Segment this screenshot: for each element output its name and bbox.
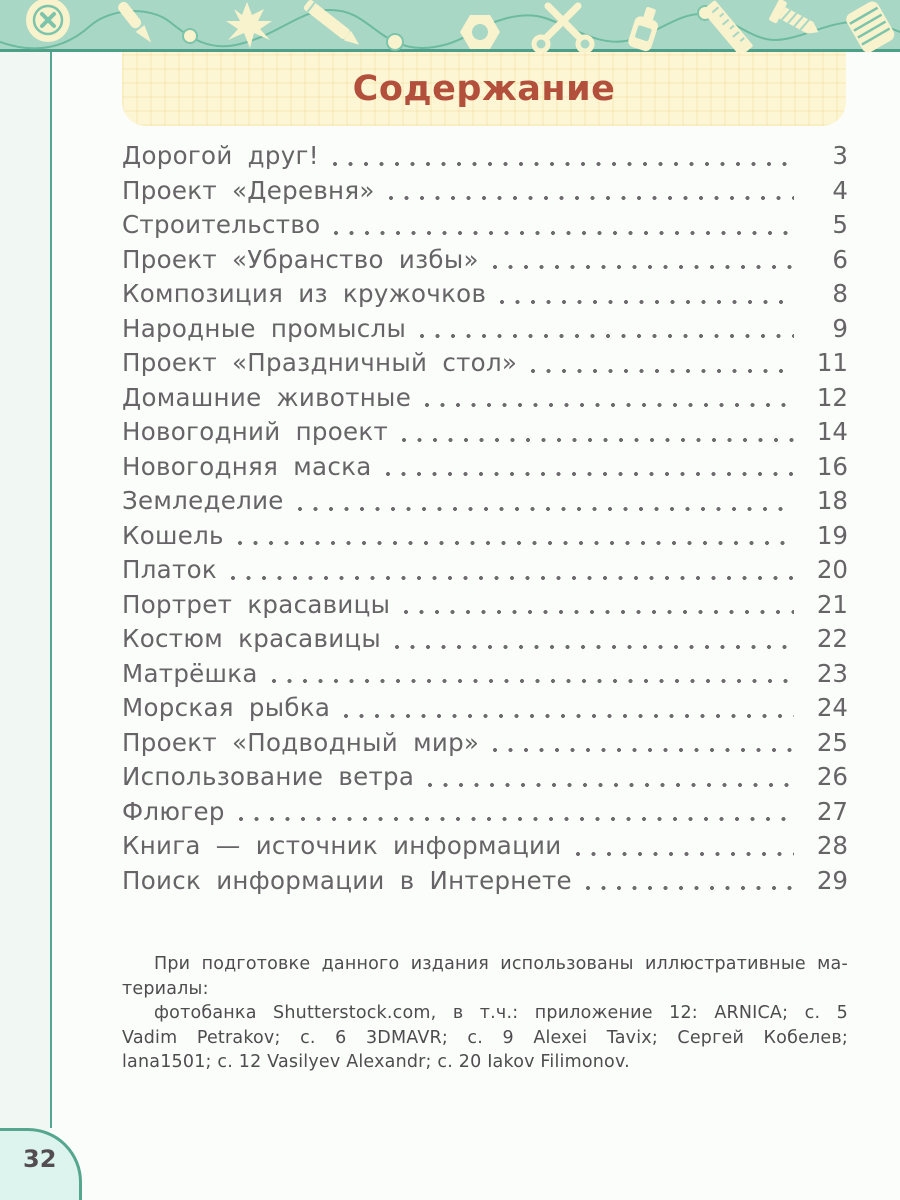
toc-entry-page: 26 (816, 762, 848, 791)
dot-leader (388, 193, 794, 203)
left-margin (0, 52, 50, 1200)
footnote-line: При подготовке данного издания использованы иллюстративные ма- (154, 954, 848, 974)
toc-entry-label: Дорогой друг! (122, 141, 319, 170)
toc-entry-page: 20 (816, 555, 848, 584)
toc-entry-label: Книга — источник информации (122, 831, 562, 860)
toc-entry-page: 16 (816, 451, 848, 481)
dot-leader (238, 814, 794, 824)
toc-row (122, 797, 848, 832)
toc-entry-page: 22 (816, 624, 848, 653)
toc-entry-page: 9 (832, 313, 848, 343)
toc-entry-page: 21 (816, 589, 848, 619)
toc-entry-label: Использование ветра (122, 762, 415, 791)
dot-leader (499, 297, 794, 307)
credits-footnote (122, 952, 848, 1075)
toc-row (122, 624, 848, 659)
toc-row (122, 693, 848, 728)
toc-entry-page: 24 (816, 693, 848, 722)
toc-entry-page: 19 (816, 520, 848, 550)
footnote-line: фотобанка Shutterstock.com, в т.ч.: приложение 12: ARNICA; с. 5 (154, 1003, 848, 1023)
toc-entry-label: Платок (122, 555, 217, 584)
toc-row (122, 348, 848, 383)
dot-leader (271, 676, 794, 686)
toc-entry-page: 4 (832, 175, 848, 205)
toc-row (122, 521, 848, 556)
toc-entry-label: Новогодний проект (122, 417, 389, 446)
toc-entry-label: Композиция из кружочков (122, 279, 487, 308)
left-margin-rule (50, 52, 52, 1128)
toc-entry-label: Проект «Подводный мир» (122, 727, 480, 757)
dot-leader (385, 469, 794, 479)
footnote-line: lana1501; с. 12 Vasilyev Alexandr; с. 20 Iakov Filimonov. (122, 1052, 630, 1072)
toc-entry-page: 23 (816, 658, 848, 688)
contents-header (122, 52, 846, 126)
button-icon (26, 0, 70, 42)
toc-row (122, 590, 848, 625)
toc-row (122, 452, 848, 487)
dot-leader (403, 607, 794, 617)
toc-entry-label: Морская рыбка (122, 693, 331, 722)
toc-entry-label: Поиск информации в Интернете (122, 865, 572, 895)
toc-entry-page: 14 (816, 417, 848, 446)
toc-entry-page: 3 (832, 141, 848, 170)
toc-list (122, 141, 848, 900)
toc-row (122, 762, 848, 797)
bead-icon (387, 34, 403, 50)
toc-row (122, 210, 848, 245)
toc-entry-page: 8 (832, 279, 848, 308)
dot-leader (492, 262, 794, 272)
toc-entry-label: Матрёшка (122, 658, 258, 688)
page-number: 32 (23, 1145, 57, 1173)
toc-entry-label: Проект «Убранство избы» (122, 244, 479, 274)
toc-entry-page: 28 (816, 831, 848, 860)
toc-entry-page: 5 (832, 210, 848, 239)
dot-leader (427, 780, 794, 790)
toc-entry-page: 25 (816, 727, 848, 757)
toc-entry-page: 29 (816, 865, 848, 895)
toc-entry-page: 12 (816, 382, 848, 412)
toc-row (122, 866, 848, 901)
toc-row (122, 486, 848, 521)
dot-leader (343, 711, 794, 721)
toc-entry-page: 6 (832, 244, 848, 274)
toc-row (122, 659, 848, 694)
toc-entry-label: Проект «Деревня» (122, 175, 375, 205)
toc-entry-label: Портрет красавицы (122, 589, 391, 619)
dot-leader (401, 435, 794, 445)
decorative-banner (0, 0, 900, 52)
dot-leader (237, 538, 794, 548)
toc-entry-page: 18 (816, 486, 848, 515)
dot-leader (230, 573, 794, 583)
page-title: Содержание (352, 69, 616, 109)
footnote-line: Vadim Petrakov; с. 6 3DMAVR; с. 9 Alexei Tavix; Сергей Кобелев; (122, 1027, 848, 1048)
toc-entry-label: Проект «Праздничный стол» (122, 348, 518, 377)
toc-entry-label: Флюгер (122, 796, 225, 826)
dot-leader (332, 159, 794, 169)
toc-row (122, 245, 848, 280)
toc-entry-label: Земледелие (122, 486, 284, 515)
toc-entry-label: Домашние животные (122, 382, 412, 412)
toc-row (122, 141, 848, 176)
dot-leader (424, 400, 794, 410)
toc-row (122, 314, 848, 349)
dot-leader (530, 366, 794, 376)
toc-entry-label: Народные промыслы (122, 313, 407, 343)
dot-leader (585, 883, 794, 893)
toc-entry-page: 11 (816, 348, 848, 377)
toc-row (122, 555, 848, 590)
toc-entry-page: 27 (816, 796, 848, 826)
footnote-line: териалы: (122, 978, 209, 999)
toc-row (122, 417, 848, 452)
dot-leader (492, 745, 794, 755)
toc-entry-label: Новогодняя маска (122, 451, 372, 481)
toc-entry-label: Кошель (122, 520, 224, 550)
dot-leader (297, 504, 794, 514)
dot-leader (394, 642, 794, 652)
dot-leader (419, 331, 794, 341)
bead-icon (183, 29, 197, 43)
dot-leader (575, 849, 795, 859)
toc-row (122, 279, 848, 314)
toc-row (122, 176, 848, 211)
toc-entry-label: Костюм красавицы (122, 624, 382, 653)
dot-leader (333, 228, 794, 238)
toc-row (122, 831, 848, 866)
toc-entry-label: Строительство (122, 210, 321, 239)
toc-row (122, 383, 848, 418)
toc-row (122, 728, 848, 763)
page-number-tab (0, 1128, 82, 1200)
